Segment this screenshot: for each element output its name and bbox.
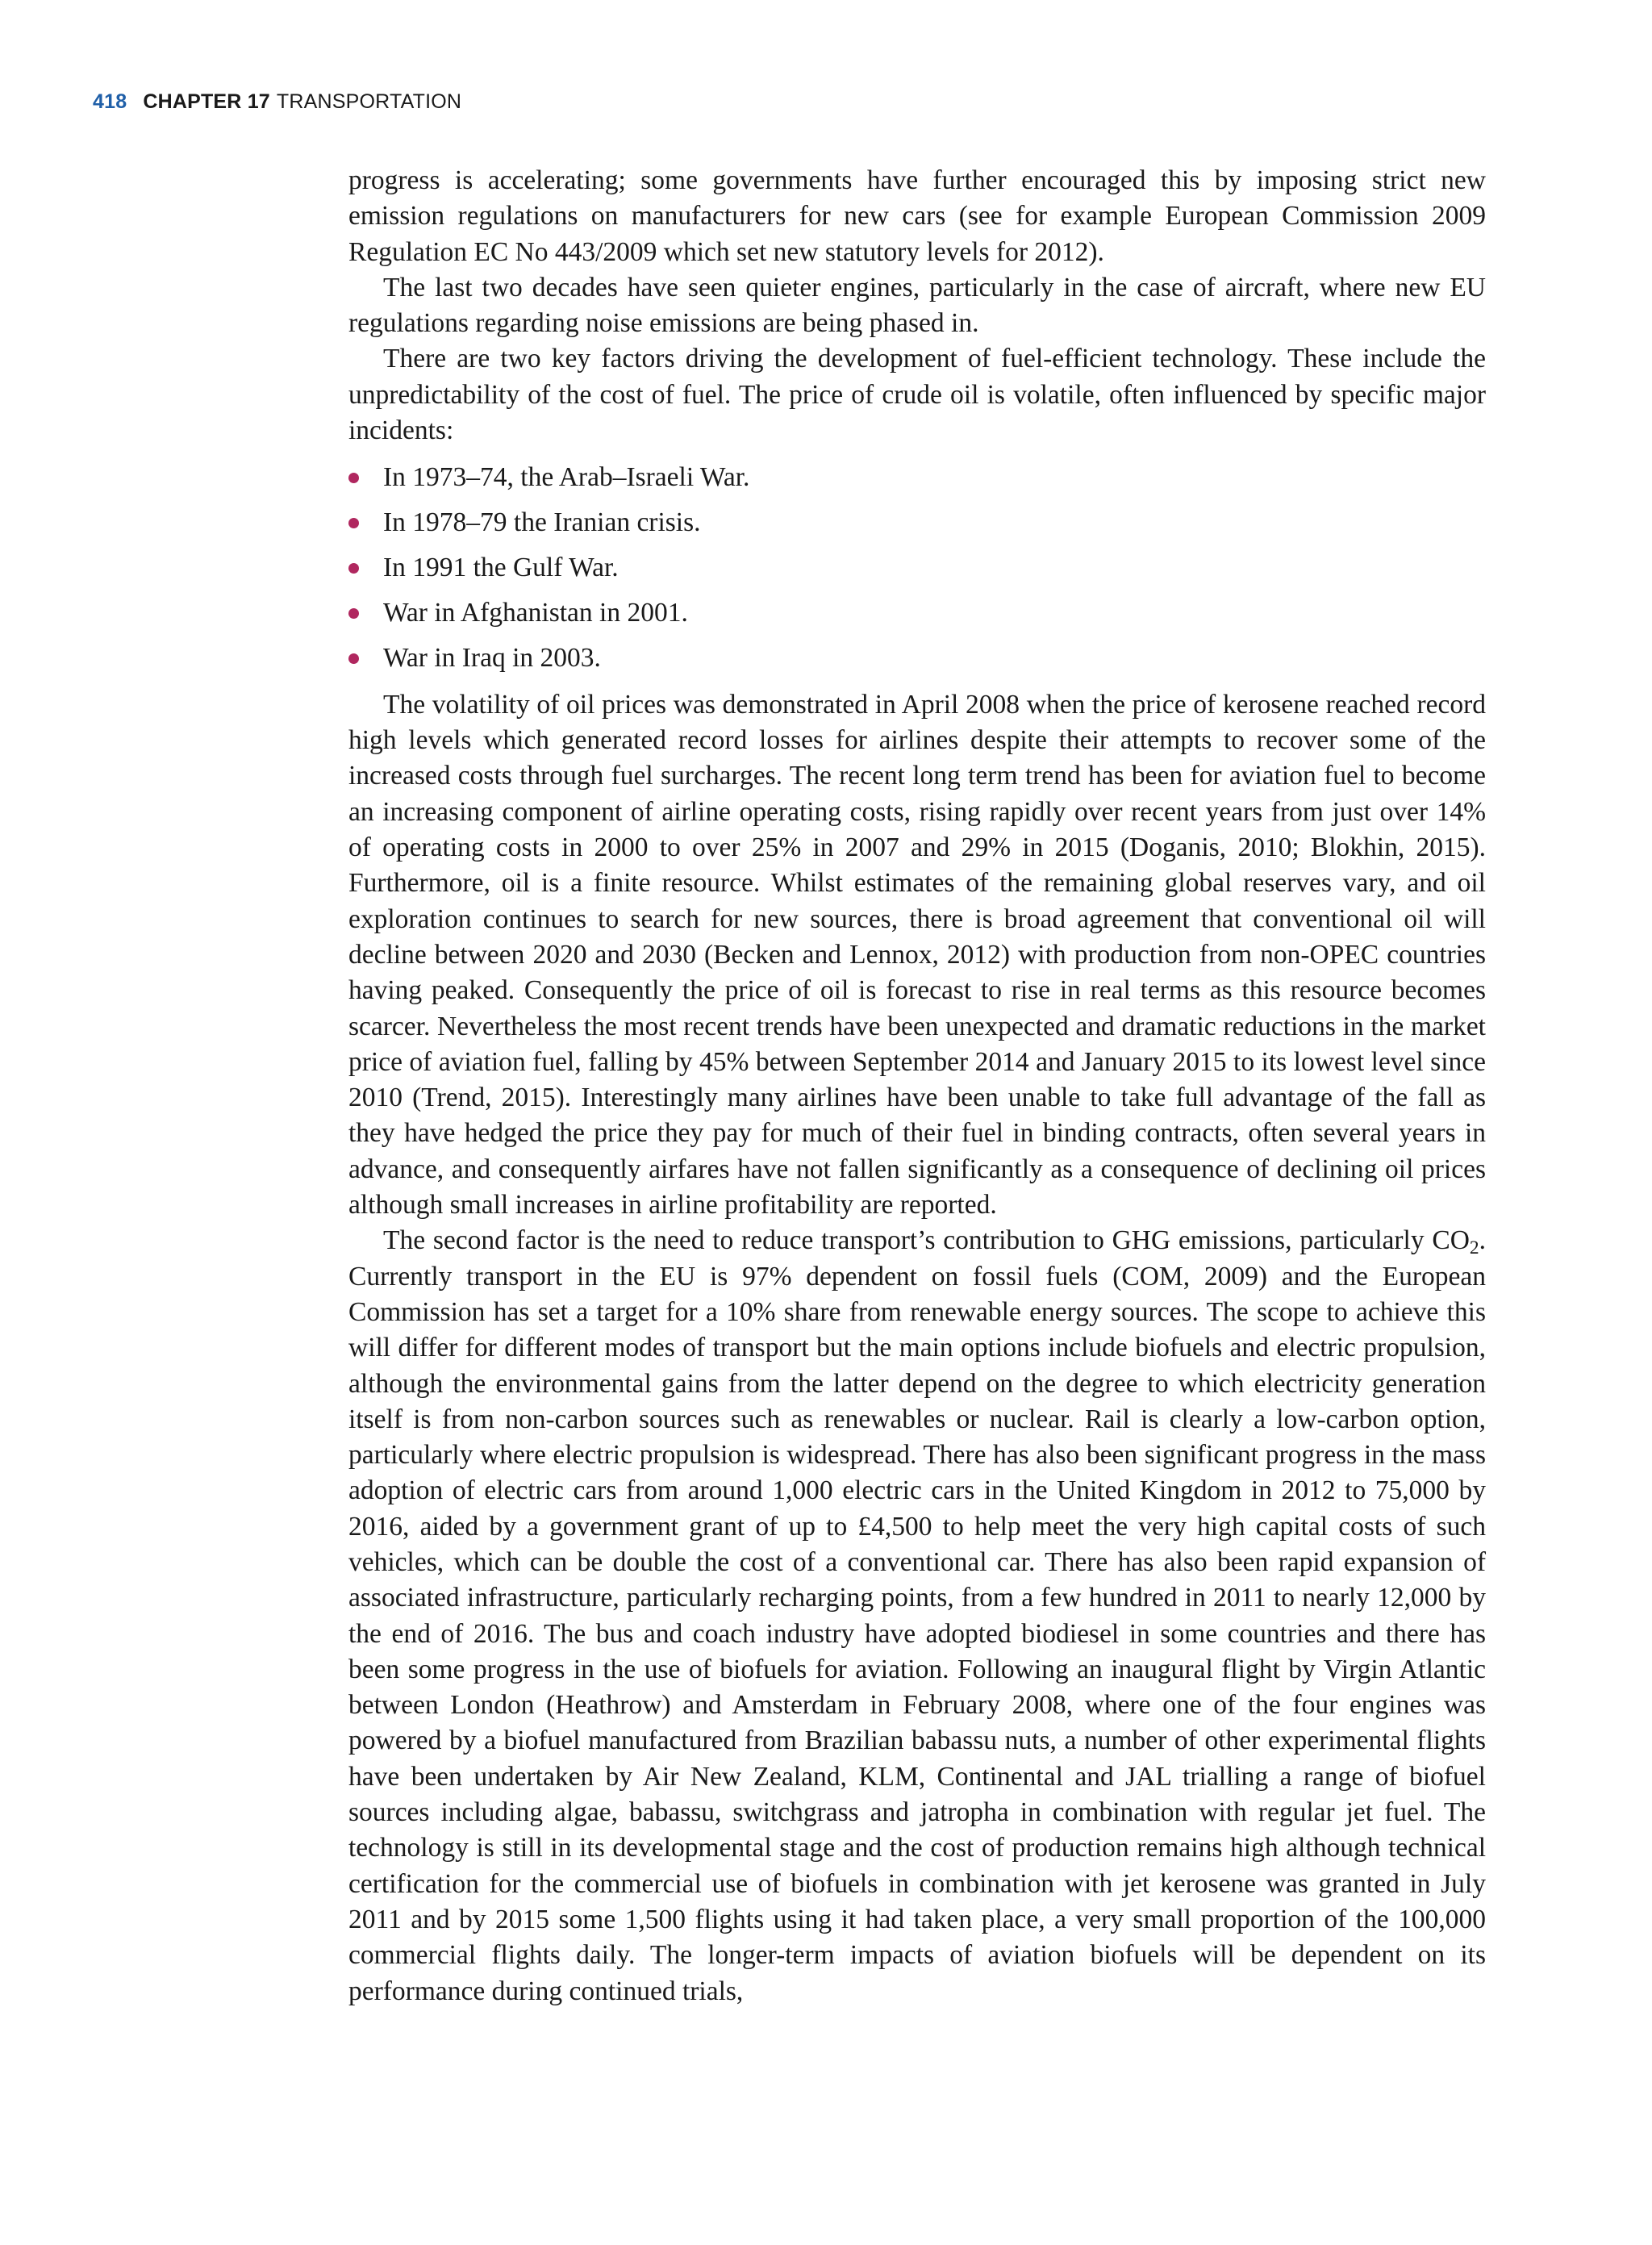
chapter-title: TRANSPORTATION [276,90,462,113]
bullet-icon [348,608,359,619]
co2-subscript: 2 [1469,1237,1479,1259]
list-item [348,550,1486,586]
list-item-text: War in Afghanistan in 2001. [383,597,688,628]
bullet-icon [348,563,359,574]
list-item-text: In 1973–74, the Arab–Israeli War. [383,462,750,493]
chapter-label: CHAPTER 17 [143,90,270,113]
paragraph-quieter-engines: The last two decades have seen quieter engines, particularly in the case of aircraft, where new EU regulations regarding noise emissions are being phased in. [348,272,1486,339]
paragraph-key-factors: There are two key factors driving the development of fuel-efficient technology. These include the unpredictability of the cost of fuel. The price of crude oil is volatile, often influenced by specific major incidents: [348,344,1486,446]
list-item-text: War in Iraq in 2003. [383,642,601,673]
bullet-icon [348,473,359,483]
paragraph-ghg-emissions [348,1223,1486,2009]
bullet-icon [348,653,359,664]
list-item [348,505,1486,540]
list-item [348,641,1486,676]
list-item-text: In 1978–79 the Iranian crisis. [383,507,701,538]
incident-list [348,460,1486,675]
paragraph-text-after-subscript: . Currently transport in the EU is 97% dependent on fossil fuels (COM, 2009) and the European Commission has set a target for a 10% share from renewable energy sources. The scope to achieve this will differ for different modes of transport but the main options include biofuels and electric propulsion, although the environmental gains from the latter depend on the degree to which electricity generation itself is from non-carbon sources such as renewables or nuclear. Rail is clearly a low-carbon option, particularly where electric propulsion is widespread. There has also been significant progress in the mass adoption of electric cars from around 1,000 electric cars in the United Kingdom in 2012 to 75,000 by 2016, aided by a government grant of up to £4,500 to help meet the very high capital costs of such vehicles, which can be double the cost of a conventional car. There has also been rapid expansion of associated infrastructure, particularly recharging points, from a few hundred in 2011 to nearly 12,000 by the end of 2016. The bus and coach industry have adopted biodiesel in some countries and there has been some progress in the use of biofuels for aviation. Following an inaugural flight by Virgin Atlantic between London (Heathrow) and Amsterdam in February 2008, where one of the four engines was powered by a biofuel manufactured from Brazilian babassu nuts, a number of other experimental flights have been undertaken by Air New Zealand, KLM, Continental and JAL trialling a range of biofuel sources including algae, babassu, switchgrass and jatropha in combination with regular jet fuel. The technology is still in its developmental stage and the cost of production remains high although technical certification for the commercial use of biofuels in combination with jet kerosene was granted in July 2011 and by 2015 some 1,500 flights using it had taken place, a very small proportion of the 100,000 commercial flights daily. The longer-term impacts of aviation biofuels will be dependent on its performance during continued trials, [348,1225,1486,2006]
list-item [348,595,1486,631]
list-item-text: In 1991 the Gulf War. [383,552,619,582]
list-item [348,460,1486,495]
paragraph-continuation: progress is accelerating; some governments have further encouraged this by imposing strict new emission regulations on manufacturers for new cars (see for example European Commission 2009 Regulation EC No 443/2009 which set new statutory levels for 2012). [348,165,1486,267]
paragraph-oil-volatility: The volatility of oil prices was demonstrated in April 2008 when the price of kerosene reached record high levels which generated record losses for airlines despite their attempts to recover some of the increased costs through fuel surcharges. The recent long term trend has been for aviation fuel to become an increasing component of airline operating costs, rising rapidly over recent years from just over 14% of operating costs in 2000 to over 25% in 2007 and 29% in 2015 (Doganis, 2010; Blokhin, 2015). Furthermore, oil is a finite resource. Whilst estimates of the remaining global reserves vary, and oil exploration continues to search for new sources, there is broad agreement that conventional oil will decline between 2020 and 2030 (Becken and Lennox, 2012) with production from non-OPEC countries having peaked. Consequently the price of oil is forecast to rise in real terms as this resource becomes scarcer. Nevertheless the most recent trends have been unexpected and dramatic reductions in the market price of aviation fuel, falling by 45% between September 2014 and January 2015 to its lowest level since 2010 (Trend, 2015). Interestingly many airlines have been unable to take full advantage of the fall as they have hedged the price they pay for much of their fuel in binding contracts, often several years in advance, and consequently airfares have not fallen significantly as a consequence of declining oil prices although small increases in airline profitability are reported. [348,689,1486,1221]
bullet-icon [348,518,359,528]
page-number: 418 [93,90,127,113]
body-text [348,163,1486,2009]
running-header [93,90,461,114]
paragraph-text-before-subscript: The second factor is the need to reduce transport’s contribution to GHG emissions, particularly CO [383,1225,1470,1256]
